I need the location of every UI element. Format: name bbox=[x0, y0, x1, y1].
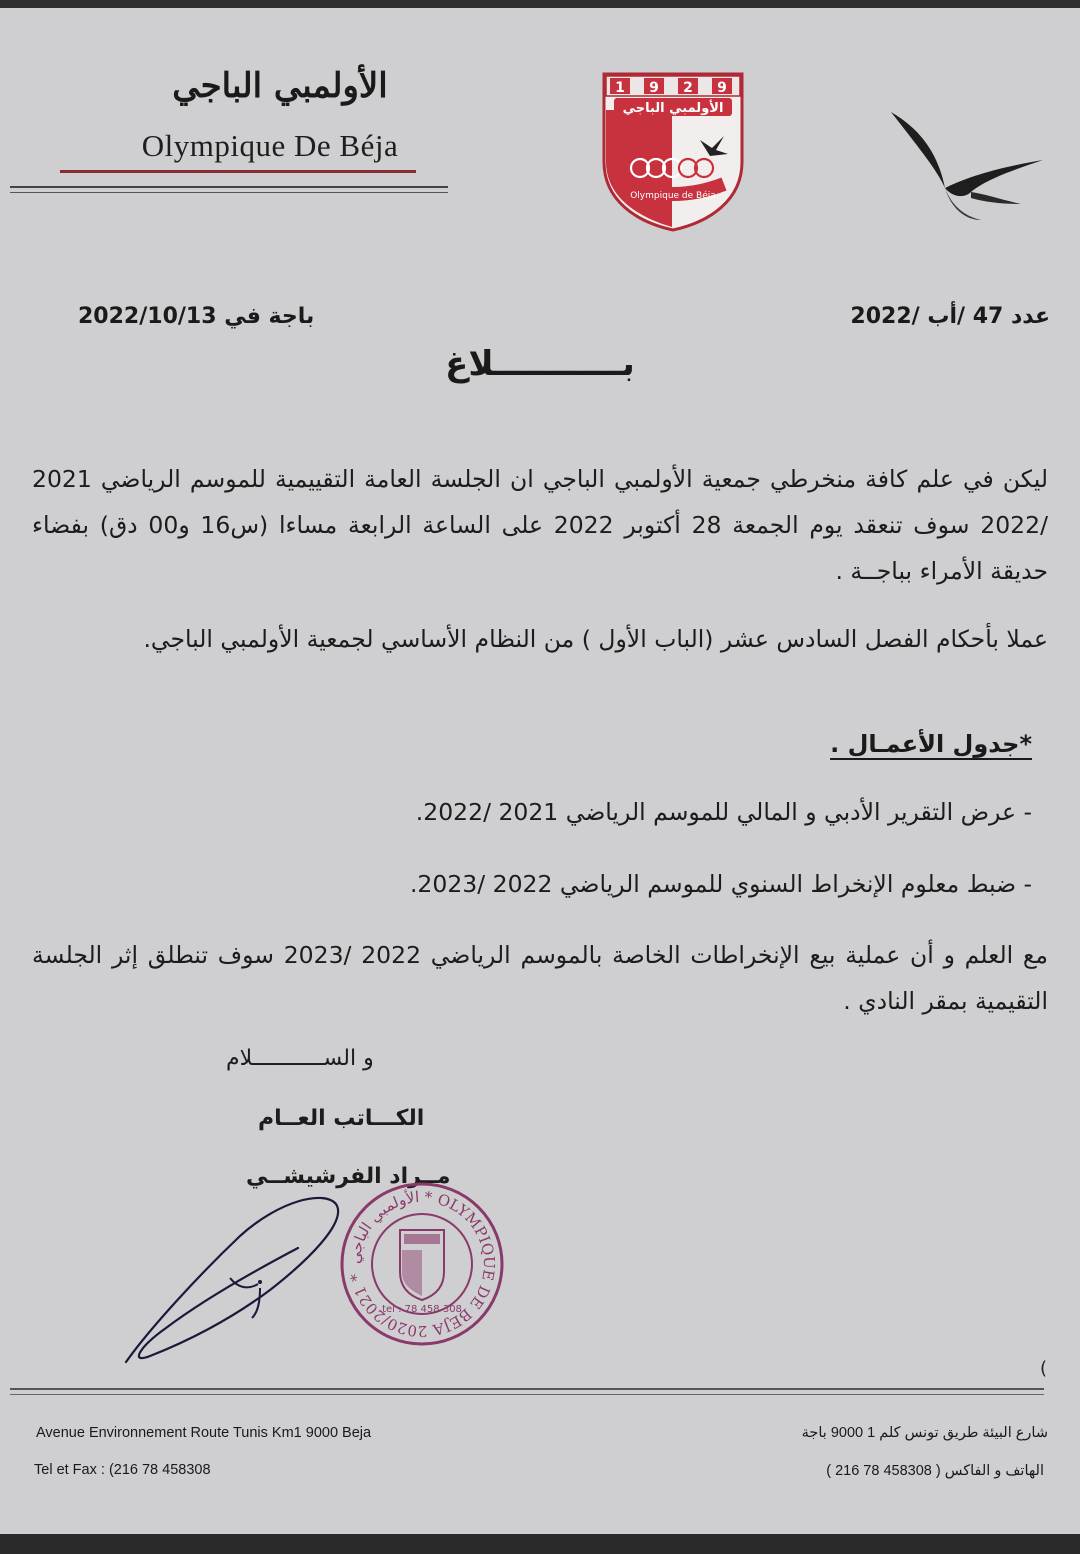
letter-page bbox=[0, 8, 1080, 1534]
official-stamp bbox=[338, 1180, 506, 1348]
footer-address-french: Avenue Environnement Route Tunis Km1 9000 Beja bbox=[36, 1425, 372, 1441]
signatory-name: مــراد الفرشيشــي bbox=[246, 1164, 451, 1189]
club-name-french: Olympique De Béja bbox=[141, 128, 399, 163]
stamp-ring-path: الأولمبي الباجي * OLYMPIQUE DE BEJA 2020/2021 * bbox=[345, 1187, 499, 1341]
club-name-arabic: الأولمبي الباجي bbox=[172, 66, 388, 106]
body-paragraph: مع العلم و أن عملية بيع الإنخراطات الخاصة بالموسم الرياضي 2022 /2023 سوف تنطلق إثر الجلسة التقيمية بمقر النادي . bbox=[32, 941, 1048, 1015]
document-date: باجة في 2022/10/13 bbox=[78, 304, 315, 329]
crest-ribbon-text: Olympique de Béja bbox=[630, 191, 716, 201]
agenda-item: - عرض التقرير الأدبي و المالي للموسم الرياضي 2021 /2022. bbox=[415, 798, 1032, 826]
signatory-title: الكـــاتب العــام bbox=[258, 1106, 425, 1131]
footer-tel-arabic: الهاتف و الفاكس ( 458308 78 216 ) bbox=[826, 1463, 1044, 1479]
header-divider-red bbox=[60, 170, 416, 173]
header-divider bbox=[10, 186, 448, 188]
crest-year-digit: 1 bbox=[615, 80, 625, 96]
crest-year-digit: 9 bbox=[649, 80, 659, 96]
stamp-tel: tel : 78 458 308 bbox=[382, 1304, 462, 1315]
club-crest-logo bbox=[600, 70, 746, 232]
handwritten-signature bbox=[110, 1178, 360, 1378]
agenda-heading: *جدول الأعمـال . bbox=[830, 730, 1032, 758]
footer-divider-thin bbox=[10, 1394, 1044, 1395]
reference-number: عدد 47 /أب /2022 bbox=[850, 304, 1050, 329]
document-title: بـــــــــــلاغ bbox=[445, 344, 635, 384]
crest-year-digit: 9 bbox=[717, 80, 727, 96]
closing-salutation: و الســـــــــــلام bbox=[226, 1046, 374, 1071]
stray-parenthesis: ( bbox=[1040, 1358, 1048, 1379]
footer-address-arabic: شارع البيئة طريق تونس كلم 1 9000 باجة bbox=[801, 1425, 1048, 1441]
bird-illustration bbox=[885, 108, 1050, 228]
footer-divider bbox=[10, 1388, 1044, 1390]
footer-tel-french: Tel et Fax : (216 78 458308 bbox=[34, 1462, 211, 1478]
body-paragraph: ليكن في علم كافة منخرطي جمعية الأولمبي الباجي ان الجلسة العامة التقييمية للموسم الرياضي 2021 /2022 سوف تنعقد يوم الجمعة 28 أكتوبر 2022 على الساعة الرابعة مساءا (س16 و00 دق) بفضاء حديقة الأمراء بباجــة . bbox=[32, 465, 1048, 585]
header-divider-thin bbox=[10, 192, 448, 193]
body-paragraph: عملا بأحكام الفصل السادس عشر (الباب الأول ) من النظام الأساسي لجمعية الأولمبي الباجي. bbox=[143, 625, 1048, 653]
bottom-frame-bar bbox=[0, 1534, 1080, 1554]
agenda-item: - ضبط معلوم الإنخراط السنوي للموسم الرياضي 2022 /2023. bbox=[409, 870, 1032, 898]
crest-year-digit: 2 bbox=[683, 80, 693, 96]
crest-banner-text: الأولمبي الباجي bbox=[622, 101, 724, 116]
